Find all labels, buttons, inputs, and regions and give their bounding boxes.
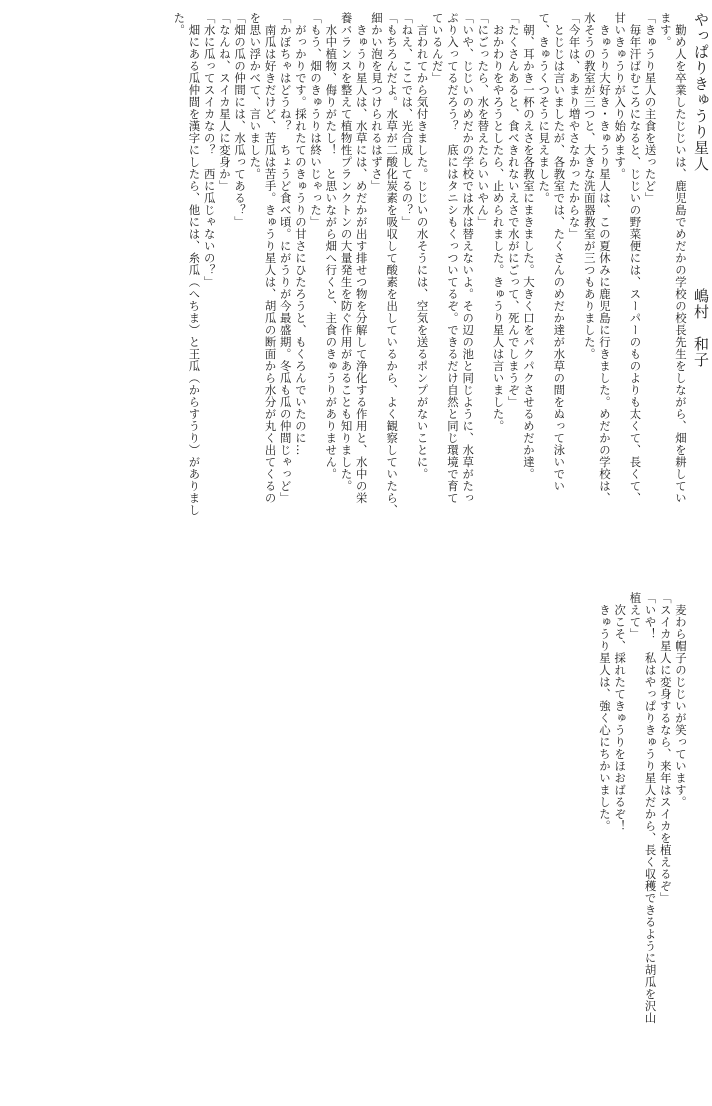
text-line: 水中植物、侮りがたし！ と思いながら畑へ行くと、主食のきゅうりがありません。 xyxy=(324,12,339,480)
text-line: 養バランスを整えて植物性プランクトンの大量発生を防ぐ作用があることも知りました。 xyxy=(339,12,354,492)
author-name: 嶋村 和子 xyxy=(692,287,710,368)
text-line: 「たくさんあると、食べきれないえさで水がにごって、死んでしまうぞ」 xyxy=(506,12,521,408)
story-title: やっぱりきゅうり星人 xyxy=(692,12,710,172)
text-line: きゅうり星人は、強く心にちかいました。 xyxy=(597,592,612,832)
text-line: 「にごったら、水を替えたらいいやん」 xyxy=(476,12,491,228)
text-line: 「もう、畑のきゅうりは終いじゃった」 xyxy=(309,12,324,228)
text-line: 「スイカ星人に変身するなら、来年はスイカを植えるぞ」 xyxy=(658,592,673,904)
text-line: て、きゅうくつそうに見えました。 xyxy=(537,12,552,204)
text-line: 「いや！ 私はやっぱりきゅうり星人だから、長く収穫できるように胡瓜を沢山植えて」 xyxy=(628,592,658,1024)
text-line: を思い浮かべて、言いました。 xyxy=(248,12,263,180)
text-line: おかわりをやろうとしたら、止められました。きゅうり星人は言いました。 xyxy=(491,12,506,432)
lower-text-block xyxy=(568,592,688,1032)
text-line: きゅうり大好き・きゅうり星人は、この夏休みに鹿児島に行きました。めだかの学校は、 xyxy=(597,12,612,504)
text-line: 水そうの教室が三つと、大きな洗面器教室が三つもありました。 xyxy=(582,12,597,360)
text-line: ているんだ」 xyxy=(430,12,445,84)
text-line: 「なんね、スイカ星人に変身か」 xyxy=(217,12,232,192)
text-line: 「水に瓜ってスイカなの？ 西に瓜じゃないの？」 xyxy=(202,12,217,288)
text-line: 「畑の瓜の仲間には、水瓜ってある？」 xyxy=(233,12,248,228)
text-line: 「いや、じじいのめだかの学校では水は替えないよ。その辺の池と同じように、水草がたっ xyxy=(461,12,476,504)
text-line: 麦わら帽子のじじいが笑っています。 xyxy=(674,592,688,808)
text-line: 甘いきゅうりが入り始めます。 xyxy=(613,12,628,180)
text-line: 「ねえ、ここでは、光合成してるの？」 xyxy=(400,12,415,228)
text-line: 毎年汗ばむころになると、じじいの野菜便には、スーパーのものよりも太くて、長くて、 xyxy=(628,12,643,504)
text-line: ぷり入ってるだろう？ 底にはタニシもくっついてるぞ。できるだけ自然と同じ環境で育て xyxy=(445,12,460,504)
text-line: 「今年は、あまり増やさなかったからな」 xyxy=(567,12,582,240)
text-line: 南瓜は好きだけど、苦瓜は苦手。きゅうり星人は、胡瓜の断面から水分が丸く出てくるの xyxy=(263,12,278,504)
upper-text-block xyxy=(0,12,688,554)
text-line: 勤め人を卒業したじじいは、鹿児島でめだかの学校の校長先生をしながら、畑を耕してい xyxy=(674,12,688,504)
text-line: 畑にある瓜仲間を漢字にしたら、他には、糸瓜（へちま）と王瓜（からすうり）がありまし xyxy=(187,12,202,516)
text-line: きゅうり星人は、水草には、めだかが出す排せつ物を分解して浄化する作用と、水中の栄 xyxy=(354,12,369,504)
text-line: とじじは言いましたが、各教室では、たくさんのめだか達が水草の間をぬって泳いでい xyxy=(552,12,567,492)
text-line: ます。 xyxy=(658,12,673,48)
text-line: 「もちろんだよ。水草が二酸化炭素を吸収して酸素を出しているから、よく観察していたら、 xyxy=(385,12,400,516)
title-column xyxy=(690,12,712,572)
text-line: 「きゅうり星人の主食を送ったど」 xyxy=(643,12,658,204)
text-line: 言われてから気付きました。じじいの水そうには、空気を送るポンプがないことに。 xyxy=(415,12,430,480)
text-line: 「かぼちゃはどうね？ ちょうど食べ頃。にがうりが今最盛期。冬瓜も瓜の仲間じゃっど」 xyxy=(278,12,293,504)
text-line: 朝、耳かき一杯のえさを各教室にまきました。大きく口をパクパクさせるめだか達。 xyxy=(521,12,536,480)
text-line: た。 xyxy=(172,12,187,36)
text-line: がっかりです。採れたてのきゅうりの甘さにひたろうと、もくろんでいたのに… xyxy=(293,12,308,456)
text-line: 次こそ、採れたてきゅうりをほおばるぞ！ xyxy=(613,592,628,832)
text-line: 細かい泡を見つけられるはずさ」 xyxy=(369,12,384,192)
